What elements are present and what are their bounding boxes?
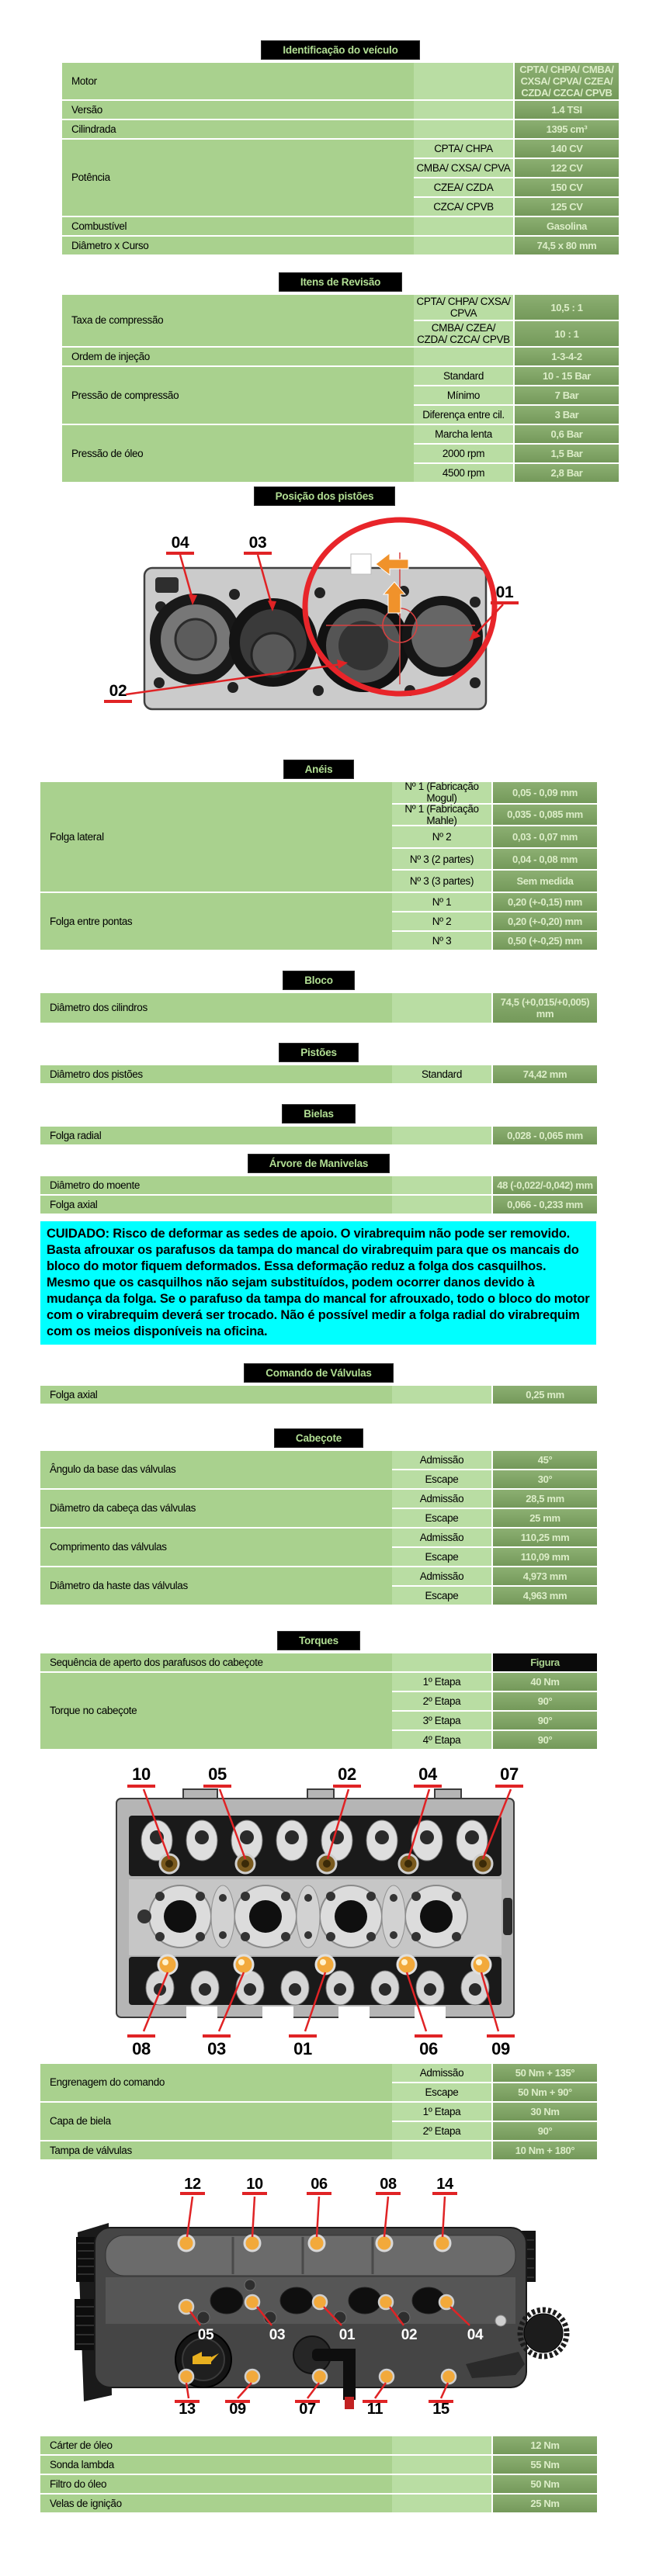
row-label: Folga axial (40, 1386, 392, 1404)
bolt-label: 03 (269, 2327, 286, 2343)
section-itens-revisao (62, 272, 619, 483)
row-sub: Admissão (392, 2064, 491, 2082)
row-value: 25 Nm (491, 2495, 597, 2512)
valve-cover-torque-figure (0, 2169, 649, 2417)
row-sub (392, 2141, 491, 2159)
row-sub: 4º Etapa (392, 1731, 491, 1749)
table-row (40, 1673, 597, 1750)
row-sub: Admissão (392, 1529, 491, 1546)
spec-table (62, 295, 619, 483)
bolt-label: 13 (179, 2401, 196, 2417)
row-label: Filtro do óleo (40, 2475, 392, 2493)
row-value: 12 Nm (491, 2436, 597, 2454)
row-value: 110,09 mm (491, 1548, 597, 1566)
spec-table (40, 1176, 597, 1215)
row-value: 30 Nm (491, 2103, 597, 2121)
bolt-label: 07 (500, 1764, 519, 1784)
row-label: Sequência de aperto dos parafusos do cabeçote (40, 1653, 392, 1671)
table-row (40, 1567, 597, 1606)
bolt-label: 01 (293, 2039, 312, 2058)
table-row (62, 217, 619, 237)
bolt-label: 11 (366, 2401, 384, 2417)
table-row (40, 1451, 597, 1490)
row-label: Pressão de óleo (62, 425, 414, 482)
row-sub: Escape (392, 2083, 491, 2101)
row-value: 0,066 - 0,233 mm (491, 1196, 597, 1214)
row-value: 7 Bar (513, 386, 619, 404)
section-title: Posição dos pistões (254, 486, 396, 506)
row-sub (392, 2495, 491, 2512)
bolt-label: 09 (229, 2401, 246, 2417)
spec-table (40, 1451, 597, 1606)
spec-table (40, 993, 597, 1024)
bolt-label: 09 (491, 2039, 510, 2058)
row-sub (392, 2456, 491, 2474)
section-arvore-manivelas (40, 1154, 597, 1215)
engine-block-figure (0, 507, 649, 726)
section-title: Bielas (282, 1104, 356, 1124)
row-label: Diâmetro da haste das válvulas (40, 1567, 392, 1605)
row-sub: Admissão (392, 1490, 491, 1508)
bolt-label: 12 (184, 2176, 201, 2193)
table-row (40, 1529, 597, 1567)
row-value: 1-3-4-2 (513, 348, 619, 365)
table-row (62, 425, 619, 483)
bolt-label: 04 (418, 1764, 437, 1784)
row-sub (414, 217, 513, 235)
table-row (40, 2436, 597, 2456)
row-sub (392, 1127, 491, 1144)
row-sub: Escape (392, 1470, 491, 1488)
row-value: 90° (491, 1712, 597, 1729)
row-value: 4,963 mm (491, 1587, 597, 1605)
row-label: Ângulo da base das válvulas (40, 1451, 392, 1488)
row-value: 30° (491, 1470, 597, 1488)
bolt-label: 01 (495, 583, 514, 601)
bolt-label: 08 (380, 2176, 397, 2193)
row-value: Gasolina (513, 217, 619, 235)
row-value: 150 CV (513, 178, 619, 196)
table-row (40, 2141, 597, 2161)
bolt-label: 07 (299, 2401, 316, 2417)
row-value: 10,5 : 1 (513, 295, 619, 320)
row-value: 10 : 1 (513, 321, 619, 346)
row-value: 25 mm (491, 1509, 597, 1527)
row-label: Velas de ignição (40, 2495, 392, 2512)
row-value: 50 Nm + 135° (491, 2064, 597, 2082)
row-label: Tampa de válvulas (40, 2141, 392, 2159)
row-sub: Nº 3 (392, 932, 491, 950)
row-value: 0,20 (+-0,20) mm (491, 912, 597, 930)
table-row (40, 2064, 597, 2103)
row-sub: Escape (392, 1509, 491, 1527)
row-sub: Nº 2 (392, 826, 491, 847)
row-sub (414, 237, 513, 254)
row-sub: 2º Etapa (392, 2122, 491, 2140)
section-torques-diversos (40, 2436, 597, 2514)
row-value: 4,973 mm (491, 1567, 597, 1585)
row-value: 40 Nm (491, 1673, 597, 1691)
row-sub: Nº 2 (392, 912, 491, 930)
table-row (62, 140, 619, 217)
section-title: Bloco (283, 971, 355, 990)
table-row (40, 1065, 597, 1085)
bolt-label: 05 (208, 1764, 227, 1784)
row-sub (392, 2475, 491, 2493)
table-row (62, 237, 619, 256)
bolt-label: 06 (311, 2176, 328, 2193)
section-title: Anéis (283, 760, 355, 779)
row-sub: 4500 rpm (414, 464, 513, 482)
row-value: 45° (491, 1451, 597, 1469)
row-value: 122 CV (513, 159, 619, 177)
row-label: Motor (62, 63, 414, 99)
bolt-label: 05 (197, 2327, 214, 2343)
row-value: 50 Nm (491, 2475, 597, 2493)
row-sub: Diferença entre cil. (414, 406, 513, 424)
section-title: Itens de Revisão (279, 272, 402, 292)
row-sub: CPTA/ CHPA (414, 140, 513, 158)
bolt-label: 03 (207, 2039, 226, 2058)
bolt-label: 15 (432, 2401, 449, 2417)
row-sub (392, 1653, 491, 1671)
row-sub: 1º Etapa (392, 2103, 491, 2121)
row-sub: CZCA/ CPVB (414, 198, 513, 216)
row-sub: Nº 1 (Fabricação Mogul) (392, 782, 491, 803)
table-row (40, 1196, 597, 1215)
row-sub: Mínimo (414, 386, 513, 404)
section-bloco (40, 971, 597, 1024)
row-value: CPTA/ CHPA/ CMBA/ CXSA/ CPVA/ CZEA/ CZDA/ CZCA/ CPVB (513, 63, 619, 99)
row-value: 28,5 mm (491, 1490, 597, 1508)
spec-table (40, 1127, 597, 1146)
row-sub: Nº 1 (Fabricação Mahle) (392, 805, 491, 826)
row-sub: Standard (392, 1065, 491, 1083)
row-label: Cilindrada (62, 120, 414, 138)
section-posicao-pistoes (0, 486, 649, 726)
section-torques (40, 1631, 597, 1750)
row-value: 55 Nm (491, 2456, 597, 2474)
row-label: Sonda lambda (40, 2456, 392, 2474)
section-title: Comando de Válvulas (244, 1363, 394, 1383)
section-pistoes (40, 1043, 597, 1085)
row-sub (414, 63, 513, 99)
end-gear (524, 2314, 563, 2353)
section-title: Cabeçote (274, 1428, 363, 1448)
row-sub: Admissão (392, 1451, 491, 1469)
marker-square (351, 554, 371, 574)
table-row (40, 1490, 597, 1529)
section-title: Árvore de Manivelas (248, 1154, 390, 1173)
spec-table (62, 63, 619, 256)
spec-table (40, 782, 597, 951)
row-sub: CMBA/ CXSA/ CPVA (414, 159, 513, 177)
table-row (40, 2495, 597, 2514)
row-sub: CMBA/ CZEA/ CZDA/ CZCA/ CPVB (414, 321, 513, 346)
cylinder-head-torque-figure (0, 1750, 649, 2061)
section-title: Torques (277, 1631, 360, 1650)
table-row (62, 63, 619, 101)
row-sub (392, 993, 491, 1023)
section-title: Pistões (279, 1043, 359, 1062)
bolt-label: 04 (171, 534, 189, 552)
row-label: Cárter de óleo (40, 2436, 392, 2454)
row-value: 0,25 mm (491, 1386, 597, 1404)
table-row (62, 367, 619, 425)
table-row (62, 295, 619, 348)
row-sub: 2º Etapa (392, 1692, 491, 1710)
row-label: Engrenagem do comando (40, 2064, 392, 2101)
row-value: 1,5 Bar (513, 445, 619, 462)
row-sub: 3º Etapa (392, 1712, 491, 1729)
caution-warning-text: CUIDADO: Risco de deformar as sedes de apoio. O virabrequim não pode ser removido. Basta afrouxar os parafusos da tampa do mancal do virabrequim para que os mancais do bloco do motor fiquem deformados. Essa deformação reduz a folga dos casquilhos. Mesmo que os casquilhos não sejam substituídos, podem ocorrer danos devido à mudança da folga. Se o parafuso da tampa do mancal for afrouxado, todo o bloco do motor com o virabrequim deverá ser trocado. Não é possível medir a folga radial do virabrequim com os meios disponíveis na oficina. (40, 1221, 596, 1345)
spec-table (40, 1065, 597, 1085)
row-sub (392, 1386, 491, 1404)
row-sub: 1º Etapa (392, 1673, 491, 1691)
row-sub: 2000 rpm (414, 445, 513, 462)
row-label: Capa de biela (40, 2103, 392, 2140)
table-row (40, 1127, 597, 1146)
spec-table (40, 1386, 597, 1405)
row-value: 74,5 x 80 mm (513, 237, 619, 254)
row-sub: Admissão (392, 1567, 491, 1585)
row-label: Combustível (62, 217, 414, 235)
row-sub: Nº 1 (392, 893, 491, 911)
row-value: 125 CV (513, 198, 619, 216)
table-row (40, 893, 597, 951)
table-row (62, 348, 619, 367)
section-comando-valvulas (40, 1363, 597, 1405)
bolt-label: 10 (132, 1764, 151, 1784)
row-label: Folga lateral (40, 782, 392, 892)
table-row (40, 2475, 597, 2495)
bolt-label: 04 (467, 2327, 484, 2343)
table-row (40, 1386, 597, 1405)
row-label: Versão (62, 101, 414, 119)
row-value: 1.4 TSI (513, 101, 619, 119)
row-sub: CZEA/ CZDA (414, 178, 513, 196)
row-value: 90° (491, 2122, 597, 2140)
row-label: Folga entre pontas (40, 893, 392, 950)
row-value: 0,028 - 0,065 mm (491, 1127, 597, 1144)
row-sub: Escape (392, 1587, 491, 1605)
row-value: 90° (491, 1731, 597, 1749)
row-label: Taxa de compressão (62, 295, 414, 346)
row-sub (414, 101, 513, 119)
spec-table (40, 2064, 597, 2161)
row-label: Diâmetro do moente (40, 1176, 392, 1194)
row-value: 50 Nm + 90° (491, 2083, 597, 2101)
table-row (62, 101, 619, 120)
table-row (40, 1176, 597, 1196)
bolt-label: 14 (436, 2176, 453, 2193)
row-label: Diâmetro da cabeça das válvulas (40, 1490, 392, 1527)
table-row (40, 2456, 597, 2475)
row-value: 74,5 (+0,015/+0,005) mm (491, 993, 597, 1023)
spec-table (40, 1653, 597, 1750)
table-row (62, 120, 619, 140)
bolt-label: 06 (419, 2039, 438, 2058)
spec-table (40, 2436, 597, 2514)
row-sub (414, 348, 513, 365)
row-value: 74,42 mm (491, 1065, 597, 1083)
row-label: Diâmetro dos pistões (40, 1065, 392, 1083)
bolt-label: 03 (248, 534, 267, 552)
row-value: 2,8 Bar (513, 464, 619, 482)
row-value: 140 CV (513, 140, 619, 158)
section-bielas (40, 1104, 597, 1146)
row-sub: Standard (414, 367, 513, 385)
row-value: 0,20 (+-0,15) mm (491, 893, 597, 911)
row-value: 3 Bar (513, 406, 619, 424)
bolt-label: 02 (401, 2327, 418, 2343)
row-value: 48 (-0,022/-0,042) mm (491, 1176, 597, 1194)
row-label: Folga radial (40, 1127, 392, 1144)
row-label: Diâmetro dos cilindros (40, 993, 392, 1023)
row-sub (392, 1176, 491, 1194)
table-row (40, 782, 597, 893)
row-label: Pressão de compressão (62, 367, 414, 424)
section-identificacao-veiculo (62, 40, 619, 256)
section-title: Identificação do veículo (261, 40, 419, 60)
row-label: Folga axial (40, 1196, 392, 1214)
row-value: 10 Nm + 180° (491, 2141, 597, 2159)
row-value: 0,05 - 0,09 mm (491, 782, 597, 803)
row-label: Ordem de injeção (62, 348, 414, 365)
row-value: 110,25 mm (491, 1529, 597, 1546)
table-row (40, 1653, 597, 1673)
row-value: 1395 cm³ (513, 120, 619, 138)
bolt-label: 01 (338, 2327, 356, 2343)
row-sub: Nº 3 (3 partes) (392, 871, 491, 892)
row-value: 0,035 - 0,085 mm (491, 805, 597, 826)
row-sub: Escape (392, 1548, 491, 1566)
row-sub (392, 2436, 491, 2454)
section-cabecote (40, 1428, 597, 1606)
row-label: Diâmetro x Curso (62, 237, 414, 254)
row-sub: CPTA/ CHPA/ CXSA/ CPVA (414, 295, 513, 320)
row-value: 0,03 - 0,07 mm (491, 826, 597, 847)
section-torques-comando (40, 2064, 597, 2161)
row-label: Potência (62, 140, 414, 216)
row-value: 0,6 Bar (513, 425, 619, 443)
section-aneis (40, 760, 597, 951)
row-value: 90° (491, 1692, 597, 1710)
row-value: 0,50 (+-0,25) mm (491, 932, 597, 950)
row-label: Torque no cabeçote (40, 1673, 392, 1749)
row-value: 0,04 - 0,08 mm (491, 849, 597, 870)
row-value: 10 - 15 Bar (513, 367, 619, 385)
row-sub: Nº 3 (2 partes) (392, 849, 491, 870)
bolt-label: 02 (338, 1764, 356, 1784)
row-label: Comprimento das válvulas (40, 1529, 392, 1566)
row-value: Sem medida (491, 871, 597, 892)
table-row (40, 2103, 597, 2141)
bolt-label: 08 (132, 2039, 151, 2058)
row-sub (392, 1196, 491, 1214)
bolt-label: 02 (109, 682, 127, 700)
row-sub: Marcha lenta (414, 425, 513, 443)
row-value-figura: Figura (491, 1653, 597, 1671)
cylinder-bore-1 (407, 601, 478, 672)
table-row (40, 993, 597, 1024)
row-sub (414, 120, 513, 138)
bolt-label: 10 (246, 2176, 263, 2193)
